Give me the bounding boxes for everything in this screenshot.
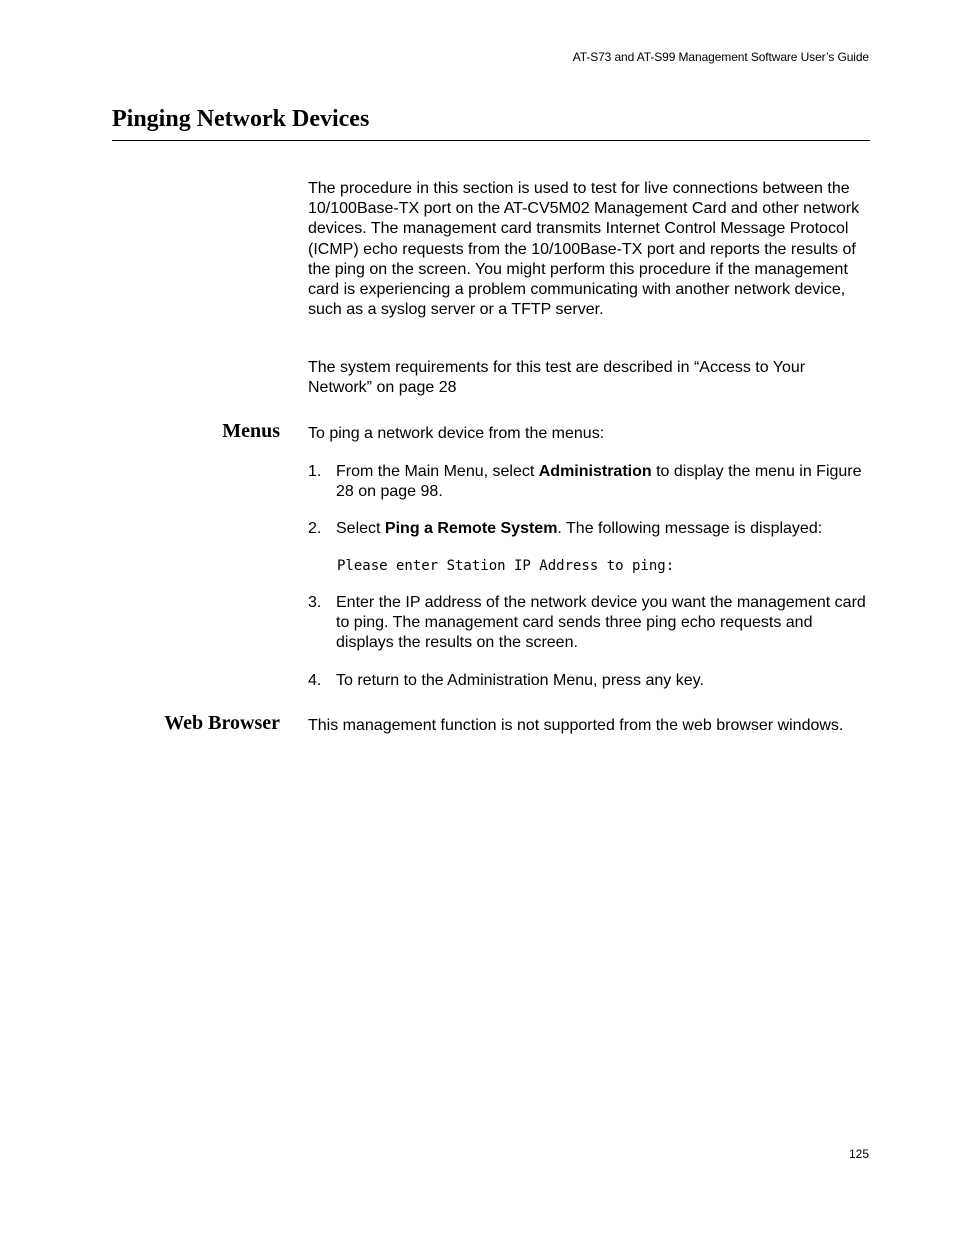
requirements-paragraph: The system requirements for this test are described in “Access to Your Network” on page 28 [308, 359, 806, 397]
menus-intro: To ping a network device from the menus: [308, 425, 605, 442]
step-1-menu-option: Administration [538, 463, 652, 480]
step-3-number: 3. [308, 594, 322, 611]
page-number: 125 [848, 1147, 869, 1161]
step-4-text: To return to the Administration Menu, press any key. [336, 672, 704, 689]
web-browser-heading: Web Browser [164, 712, 280, 734]
step-4 [308, 671, 873, 691]
step-2-number: 2. [308, 520, 322, 537]
step-1-text-before: From the Main Menu, select [336, 463, 539, 480]
step-2-text-after: . The following message is displayed: [557, 520, 823, 537]
step-2-text-before: Select [336, 520, 385, 537]
step-3 [308, 593, 873, 654]
step-1-text [336, 462, 873, 502]
step-1-text-after: to display the menu in Figure 28 on page 98. [336, 463, 862, 501]
web-browser-text: This management function is not supported from the web browser windows. [308, 717, 844, 734]
section-title: Pinging Network Devices [112, 106, 370, 132]
title-rule [112, 140, 870, 141]
step-2-menu-option: Ping a Remote System [384, 520, 558, 537]
step-1 [308, 462, 873, 502]
running-header: AT-S73 and AT-S99 Management Software User’s Guide [572, 50, 869, 64]
step-2 [308, 519, 873, 539]
step-1-number: 1. [308, 463, 322, 480]
step-4-number: 4. [308, 672, 322, 689]
step-2-text [336, 519, 873, 539]
step-3-text: Enter the IP address of the network device you want the management card to ping. The management card sends three ping echo requests and displays the results on the screen. [336, 594, 866, 652]
menus-heading: Menus [222, 420, 280, 442]
intro-paragraph: The procedure in this section is used to test for live connections between the 10/100Base-TX port on the AT-CV5M02 Management Card and other network devices. The management card transmits Internet Control Message Protocol (ICMP) echo requests from the 10/100Base-TX port and reports the results of the ping on the screen. You might perform this procedure if the management card is experiencing a problem communicating with another network device, such as a syslog server or a TFTP server. [308, 180, 860, 319]
code-prompt: Please enter Station IP Address to ping: [337, 558, 675, 574]
